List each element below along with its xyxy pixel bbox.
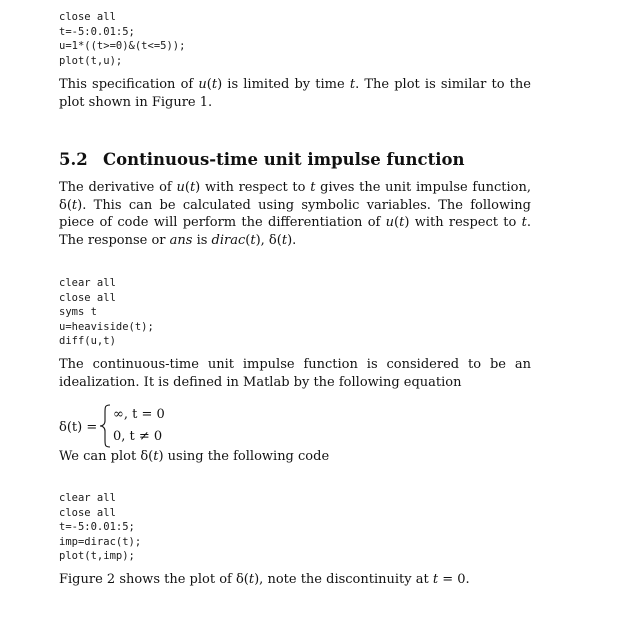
code-block-2 — [59, 276, 154, 349]
section-title: Continuous-time unit impulse function — [103, 150, 465, 169]
section-number: 5.2 — [59, 150, 88, 169]
paragraph-5: Figure 2 shows the plot of δ(t), note the discontinuity at t = 0. — [59, 572, 470, 587]
section-heading — [59, 150, 464, 169]
code-line: clear all — [59, 492, 116, 504]
paragraph-2: The derivative of u(t) with respect to t gives the unit impulse function, δ(t). This can be calculated using symbolic variables. The following piece of code will perform the differentiation of u(t) with respect to t. The response or ans is dirac(t), δ(t). — [59, 180, 531, 248]
code-line: t=-5:0.01:5; — [59, 25, 135, 38]
code-block-3 — [59, 491, 141, 564]
left-brace-icon — [99, 404, 111, 448]
code-line: plot(t,imp); — [59, 550, 135, 563]
paragraph-3: The continuous-time unit impulse function is considered to be an idealization. It is defined in Matlab by the following equation — [59, 357, 531, 390]
code-line: clear all — [59, 277, 116, 289]
equation-case-2: 0, t ≠ 0 — [113, 429, 163, 444]
code-block-1 — [59, 10, 185, 68]
code-line: imp=dirac(t); — [59, 535, 142, 548]
code-line: close all — [59, 11, 116, 23]
paragraph-4: We can plot δ(t) using the following code — [59, 449, 330, 464]
equation-case-1: ∞, t = 0 — [113, 407, 165, 422]
code-line: close all — [59, 291, 116, 304]
code-line: plot(t,u); — [59, 54, 123, 67]
code-line: diff(u,t) — [59, 335, 116, 348]
code-line: t=-5:0.01:5; — [59, 521, 135, 534]
code-line: u=heaviside(t); — [59, 320, 154, 333]
code-line: u=1*((t>=0)&(t<=5)); — [59, 40, 186, 53]
equation-lhs: δ(t) = — [59, 420, 98, 435]
code-line: close all — [59, 506, 116, 519]
paragraph-1: This specification of u(t) is limited by time t. The plot is similar to the plot shown in Figure 1. — [59, 77, 531, 110]
code-line: syms t — [59, 306, 97, 319]
